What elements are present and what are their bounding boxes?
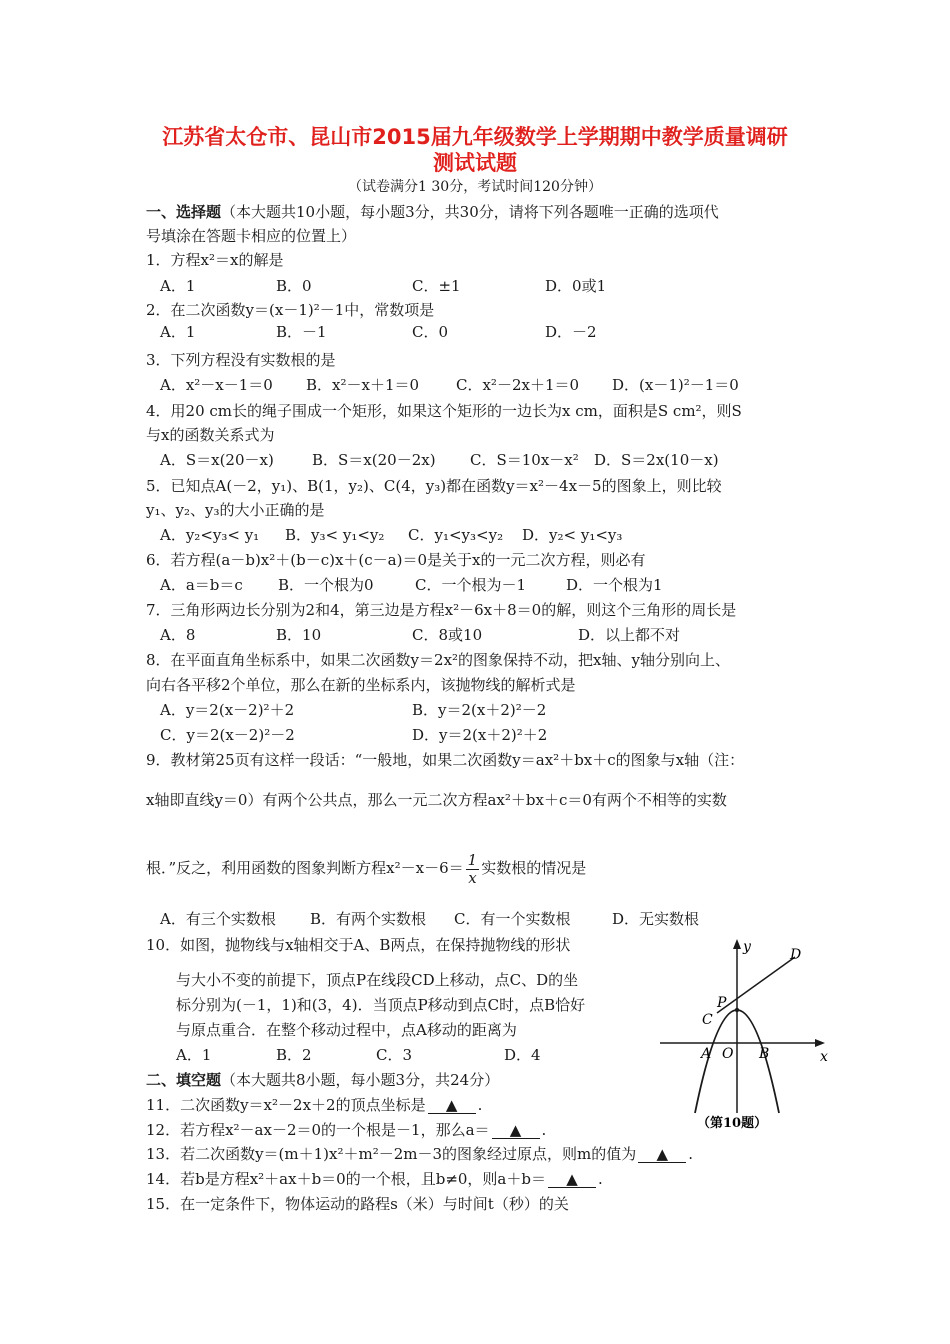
question-9-stem-3: [146, 850, 586, 887]
q5-option-a: A．y₂<y₃< y₁: [160, 526, 260, 544]
question-15-stem: 15．在一定条件下，物体运动的路程s（米）与时间t（秒）的关: [146, 1195, 569, 1213]
question-7-stem: 7．三角形两边长分别为2和4，第三边是方程x²－6x＋8＝0的解，则这个三角形的周长是: [146, 601, 737, 619]
title-line-1: 江苏省太仓市、昆山市2015届九年级数学上学期期中教学质量调研: [162, 125, 788, 149]
q13-stem: 13．若二次函数y＝(m＋1)x²＋m²－2m－3的图象经过原点，则m的值为: [146, 1145, 637, 1163]
q6-option-c: C．一个根为－1: [415, 576, 527, 594]
q1-option-b: B．0: [276, 277, 312, 295]
vertex-point: [735, 1008, 739, 1012]
q10-option-a: A．1: [176, 1046, 212, 1064]
question-8-stem-1: 8．在平面直角坐标系中，如果二次函数y＝2x²的图象保持不动，把x轴、y轴分别向上、: [146, 651, 730, 669]
label-d: D: [790, 947, 802, 963]
q1-option-d: D．0或1: [545, 277, 607, 295]
q11-period: .: [477, 1096, 483, 1114]
q13-period: .: [688, 1145, 694, 1163]
q12-stem: 12．若方程x²－ax－2＝0的一个根是－1，那么a＝: [146, 1121, 490, 1139]
question-10-figure: [655, 935, 845, 1135]
question-13: [146, 1144, 693, 1164]
figure-caption: （第10题）: [697, 1116, 768, 1131]
section-2-desc: （本大题共8小题，每小题3分，共24分）: [221, 1071, 500, 1089]
q4-option-a: A．S＝x(20－x): [160, 451, 274, 469]
q13-answer-blank[interactable]: ▲: [638, 1146, 686, 1163]
label-y: y: [743, 939, 751, 955]
q12-period: .: [541, 1121, 547, 1139]
question-1-stem: 1．方程x²＝x的解是: [146, 251, 284, 269]
q3-option-c: C．x²－2x＋1＝0: [456, 376, 580, 394]
label-b: B: [759, 1046, 770, 1062]
q9-stem-3-lead: 根．”反之，利用函数的图象判断方程x²－x－6＝: [146, 859, 464, 877]
question-6-stem: 6．若方程(a－b)x²＋(b－c)x＋(c－a)＝0是关于x的一元二次方程，则必有: [146, 551, 646, 569]
q5-option-c: C．y₁<y₃<y₂: [408, 526, 504, 544]
label-x: x: [820, 1049, 828, 1065]
q8-option-c: C．y＝2(x－2)²－2: [160, 726, 295, 744]
q4-option-b: B．S＝x(20－2x): [312, 451, 436, 469]
q14-stem: 14．若b是方程x²＋ax＋b＝0的一个根，且b≠0，则a＋b＝: [146, 1170, 546, 1188]
q10-option-b: B．2: [276, 1046, 312, 1064]
question-10-stem-1: 10．如图，抛物线与x轴相交于A、B两点，在保持抛物线的形状: [146, 936, 571, 954]
question-10-stem-3: 标分别为(－1，1)和(3，4)．当顶点P移动到点C时，点B恰好: [176, 996, 586, 1014]
q3-option-b: B．x²－x＋1＝0: [306, 376, 420, 394]
q9-option-b: B．有两个实数根: [310, 910, 427, 928]
q9-stem-3-tail: 实数根的情况是: [481, 859, 587, 877]
q7-option-a: A．8: [160, 626, 196, 644]
label-a: A: [701, 1046, 712, 1062]
section-1-header: [146, 202, 719, 222]
q8-option-b: B．y＝2(x＋2)²－2: [412, 701, 547, 719]
question-4-stem-2: 与x的函数关系式为: [146, 426, 275, 444]
section-1-desc-1: （本大题共10小题，每小题3分，共30分，请将下列各题唯一正确的选项代: [221, 203, 719, 221]
q7-option-c: C．8或10: [412, 626, 483, 644]
question-12: [146, 1120, 546, 1140]
q6-option-b: B．一个根为0: [278, 576, 374, 594]
q14-period: .: [597, 1170, 603, 1188]
question-9-stem-2: x轴即直线y＝0）有两个公共点，那么一元二次方程ax²＋bx＋c＝0有两个不相等的实数: [146, 791, 727, 809]
q1-option-c: C．±1: [412, 277, 461, 295]
section-1-heading: 一、选择题: [146, 203, 222, 221]
question-9-stem-1: 9．教材第25页有这样一段话：“一般地，如果二次函数y＝ax²＋bx＋c的图象与x轴（注：: [146, 751, 745, 769]
question-14: [146, 1169, 603, 1189]
q9-option-a: A．有三个实数根: [160, 910, 276, 928]
q9-fraction: [466, 852, 480, 887]
q6-option-a: A．a＝b＝c: [160, 576, 243, 594]
q11-answer-blank[interactable]: ▲: [428, 1097, 476, 1114]
question-8-stem-2: 向右各平移2个单位，那么在新的坐标系内，该抛物线的解析式是: [146, 676, 576, 694]
q2-option-a: A．1: [160, 323, 196, 341]
q10-option-d: D．4: [504, 1046, 541, 1064]
question-5-stem-1: 5．已知点A(－2，y₁)、B(1，y₂)、C(4，y₃)都在函数y＝x²－4x－5的图象上，则比较: [146, 477, 722, 495]
q3-option-d: D．(x－1)²－1＝0: [612, 376, 739, 394]
label-p: P: [717, 995, 727, 1011]
question-3-stem: 3．下列方程没有实数根的是: [146, 351, 336, 369]
q5-option-d: D．y₂< y₁<y₃: [522, 526, 623, 544]
section-2-header: [146, 1070, 499, 1090]
x-axis-arrow-icon: [815, 1039, 825, 1047]
section-1-desc-2: 号填涂在答题卡相应的位置上）: [146, 227, 357, 245]
q9-fraction-numerator: 1: [467, 850, 478, 869]
question-10-stem-2: 与大小不变的前提下，顶点P在线段CD上移动，点C、D的坐: [176, 971, 579, 989]
q7-option-d: D．以上都不对: [578, 626, 681, 644]
question-2-stem: 2．在二次函数y＝(x－1)²－1中，常数项是: [146, 301, 435, 319]
q1-option-a: A．1: [160, 277, 196, 295]
question-11: [146, 1095, 482, 1115]
question-4-stem-1: 4．用20 cm长的绳子围成一个矩形，如果这个矩形的一边长为x cm，面积是S cm²，则S: [146, 402, 742, 420]
q8-option-a: A．y＝2(x－2)²＋2: [160, 701, 295, 719]
q8-option-d: D．y＝2(x＋2)²＋2: [412, 726, 548, 744]
q5-option-b: B．y₃< y₁<y₂: [285, 526, 385, 544]
q7-option-b: B．10: [276, 626, 322, 644]
label-o: O: [722, 1046, 734, 1062]
q2-option-c: C．0: [412, 323, 449, 341]
q14-answer-blank[interactable]: ▲: [548, 1171, 596, 1188]
section-2-heading: 二、填空题: [146, 1071, 222, 1089]
q6-option-d: D．一个根为1: [566, 576, 663, 594]
segment-cd: [717, 957, 795, 1013]
label-c: C: [702, 1012, 713, 1028]
q12-answer-blank[interactable]: ▲: [492, 1122, 540, 1139]
q9-fraction-denominator: x: [468, 868, 477, 887]
title-line-2: 测试试题: [433, 151, 517, 175]
q3-option-a: A．x²－x－1＝0: [160, 376, 273, 394]
y-axis-arrow-icon: [733, 939, 741, 949]
q10-option-c: C．3: [376, 1046, 413, 1064]
exam-subtitle: （试卷满分1 30分，考试时间120分钟）: [348, 179, 602, 195]
question-10-stem-4: 与原点重合．在整个移动过程中，点A移动的距离为: [176, 1021, 517, 1039]
q2-option-d: D．－2: [545, 323, 597, 341]
q9-option-d: D．无实数根: [612, 910, 700, 928]
q2-option-b: B．－1: [276, 323, 327, 341]
question-5-stem-2: y₁、y₂、y₃的大小正确的是: [146, 501, 325, 519]
q11-stem: 11．二次函数y＝x²－2x＋2的顶点坐标是: [146, 1096, 426, 1114]
q4-option-c: C．S＝10x－x²: [470, 451, 579, 469]
q4-option-d: D．S＝2x(10－x): [594, 451, 719, 469]
q9-option-c: C．有一个实数根: [454, 910, 571, 928]
